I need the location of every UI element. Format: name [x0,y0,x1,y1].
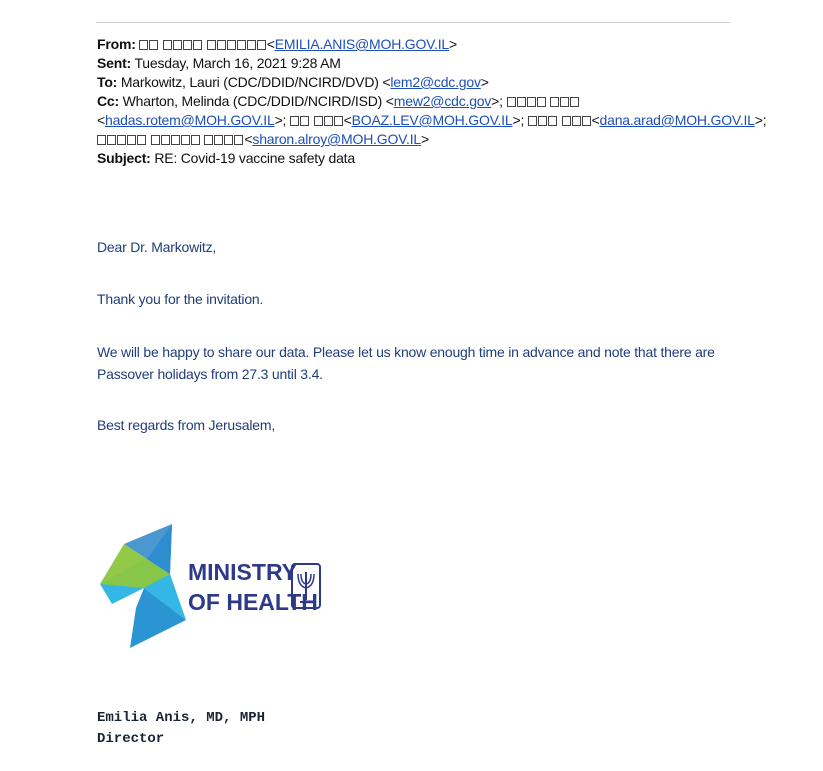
cc-row-2: <hadas.rotem@MOH.GOV.IL>; <BOAZ.LEV@MOH.GOV.IL>; <dana.arad@MOH.GOV.IL>; [97,112,767,128]
ministry-of-health-logo [100,524,340,648]
from-email-link[interactable]: EMILIA.ANIS@MOH.GOV.IL [274,36,449,52]
to-label: To: [97,74,118,90]
cc-email-link-lev[interactable]: BOAZ.LEV@MOH.GOV.IL [351,112,513,128]
logo-text-line2: OF HEALTH [188,589,318,615]
greeting: Dear Dr. Markowitz, [97,239,217,255]
from-name-hebrew [139,36,266,52]
subject-value: RE: Covid-19 vaccine safety data [154,150,355,166]
from-label: From: [97,36,136,52]
to-email-link[interactable]: lem2@cdc.gov [390,74,481,90]
cc-name-hebrew-rotem [507,93,581,109]
sent-value: Tuesday, March 16, 2021 9:28 AM [134,55,341,71]
to-row: To: Markowitz, Lauri (CDC/DDID/NCIRD/DVD) <lem2@cdc.gov> [97,74,489,90]
subject-label: Subject: [97,150,151,166]
sent-label: Sent: [97,55,132,71]
signature-name: Emilia Anis, MD, MPH [97,710,266,726]
paragraph-share-line-2: Passover holidays from 27.3 until 3.4. [97,366,323,382]
to-name: Markowitz, Lauri (CDC/DDID/NCIRD/DVD) [120,74,379,90]
logo-text-line1: MINISTRY [188,559,298,585]
from-row: From: <EMILIA.ANIS@MOH.GOV.IL> [97,36,457,52]
cc-name-wharton: Wharton, Melinda (CDC/DDID/NCIRD/ISD) [122,93,383,109]
paragraph-share-line-1: We will be happy to share our data. Please let us know enough time in advance and note that there are [97,344,715,360]
cc-name-hebrew-alroy [97,131,244,147]
subject-row [97,149,757,168]
email-header [97,35,767,168]
cc-name-hebrew-lev [290,112,344,128]
signature-title: Director [97,731,165,747]
cc-email-link-rotem[interactable]: hadas.rotem@MOH.GOV.IL [104,112,275,128]
sent-row [97,54,757,73]
cc-email-link-wharton[interactable]: mew2@cdc.gov [393,93,492,109]
cc-email-link-alroy[interactable]: sharon.alroy@MOH.GOV.IL [252,131,421,147]
cc-label: Cc: [97,93,119,109]
cc-row-3: <sharon.alroy@MOH.GOV.IL> [97,130,757,149]
closing: Best regards from Jerusalem, [97,417,276,433]
cc-email-link-arad[interactable]: dana.arad@MOH.GOV.IL [599,112,755,128]
paragraph-thanks: Thank you for the invitation. [97,291,264,307]
cc-name-hebrew-arad [528,112,592,128]
cc-row-1: Cc: Wharton, Melinda (CDC/DDID/NCIRD/ISD) <mew2@cdc.gov>; [97,92,757,111]
header-divider [96,22,730,23]
signature-block [97,708,265,750]
